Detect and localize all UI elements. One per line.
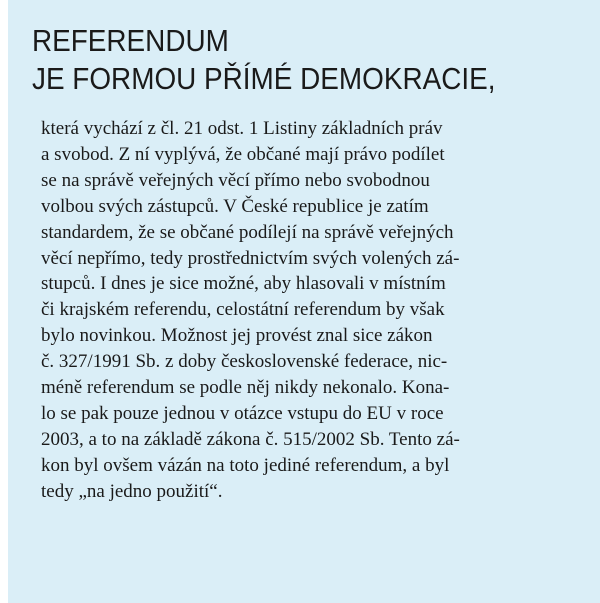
body-line: která vychází z čl. 21 odst. 1 Listiny základních práv [41, 118, 443, 139]
info-box [8, 0, 600, 603]
body-line: lo se pak pouze jednou v otázce vstupu do EU v roce [41, 402, 444, 424]
box-heading [32, 22, 495, 98]
body-line: volbou svých zástupců. V České republice je zatím [41, 195, 429, 217]
body-line: méně referendum se podle něj nikdy nekonalo. Kona- [41, 377, 450, 399]
heading-line-2: JE FORMOU PŘÍMÉ DEMOKRACIE, [32, 61, 496, 96]
body-line: standardem, že se občané podílejí na správě veřejných [41, 221, 454, 243]
body-line: 2003, a to na základě zákona č. 515/2002 Sb. Tento zá- [41, 428, 460, 450]
body-line: č. 327/1991 Sb. z doby československé federace, nic- [41, 351, 448, 373]
body-line: či krajském referendu, celostátní referendum by však [41, 299, 445, 321]
body-line: a svobod. Z ní vyplývá, že občané mají právo podílet [41, 143, 445, 165]
body-line: tedy „na jedno použití“. [41, 480, 223, 502]
body-line: se na správě veřejných věcí přímo nebo svobodnou [41, 169, 430, 191]
body-line: bylo novinkou. Možnost jej provést znal sice zákon [41, 325, 433, 347]
heading-line-1: REFERENDUM [32, 23, 229, 58]
body-line: kon byl ovšem vázán na toto jediné referendum, a byl [41, 454, 450, 476]
body-paragraph [41, 116, 581, 505]
body-line: stupců. I dnes je sice možné, aby hlasovali v místním [41, 273, 446, 295]
body-line: věcí nepřímo, tedy prostřednictvím svých volených zá- [41, 247, 460, 269]
